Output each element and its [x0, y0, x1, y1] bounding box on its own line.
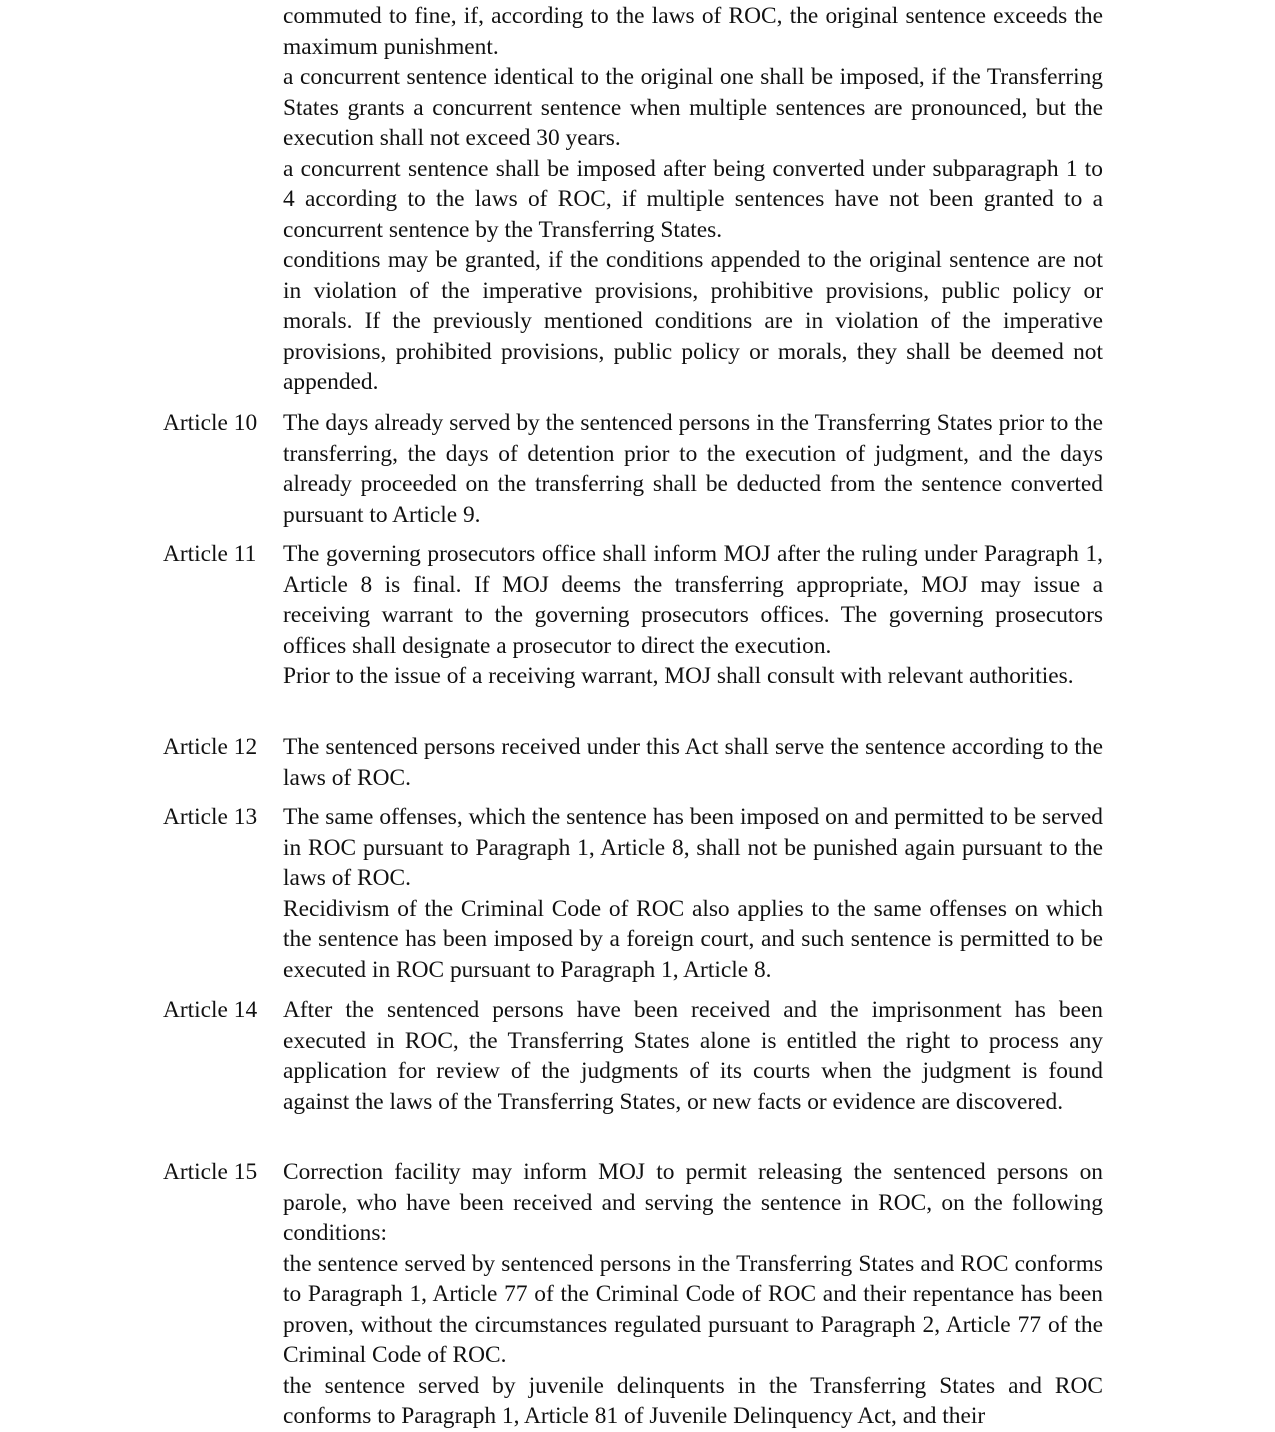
article-body [283, 732, 1103, 793]
paragraph: the sentence served by juvenile delinquents in the Transferring States and ROC conforms to Paragraph 1, Article 81 of Juvenile Delinquency Act, and their [283, 1372, 1103, 1429]
article-body [283, 802, 1103, 985]
article-label: Article 15 [163, 1159, 258, 1185]
paragraph: conditions may be granted, if the conditions appended to the original sentence are not in violation of the imperative provisions, prohibitive provisions, public policy or morals. If the previously mentioned conditions are in violation of the imperative provisions, prohibited provisions, public policy or morals, they shall be deemed not appended. [283, 247, 1103, 395]
paragraph: a concurrent sentence identical to the original one shall be imposed, if the Transferring States grants a concurrent sentence when multiple sentences are pronounced, but the execution shall not exceed 30 years. [283, 64, 1103, 151]
article-body [283, 408, 1103, 530]
paragraph: Correction facility may inform MOJ to permit releasing the sentenced persons on parole, who have been received and serving the sentence in ROC, on the following conditions: [283, 1159, 1103, 1246]
article-body [283, 1157, 1103, 1432]
intro-body [283, 1, 1103, 398]
paragraph: Recidivism of the Criminal Code of ROC also applies to the same offenses on which the sentence has been imposed by a foreign court, and such sentence is permitted to be executed in ROC pursuant to Paragraph 1, Article 8. [283, 895, 1103, 983]
paragraph: a concurrent sentence shall be imposed after being converted under subparagraph 1 to 4 according to the laws of ROC, if multiple sentences have not been granted to a concurrent sentence by the Transferring States. [283, 155, 1103, 243]
article-body [283, 539, 1103, 692]
paragraph: After the sentenced persons have been received and the imprisonment has been executed in ROC, the Transferring States alone is entitled the right to process any application for review of the judgments of its courts when the judgment is found against the laws of the Transferring States, or new facts or evidence are discovered. [283, 997, 1103, 1115]
article-label: Article 11 [163, 541, 257, 567]
paragraph: Prior to the issue of a receiving warrant, MOJ shall consult with relevant authorities. [283, 663, 1074, 689]
paragraph: The sentenced persons received under this Act shall serve the sentence according to the laws of ROC. [283, 734, 1103, 791]
article-label: Article 12 [163, 734, 258, 760]
paragraph: commuted to fine, if, according to the laws of ROC, the original sentence exceeds the maximum punishment. [283, 3, 1103, 60]
article-body [283, 995, 1103, 1117]
paragraph: The governing prosecutors office shall inform MOJ after the ruling under Paragraph 1, Article 8 is final. If MOJ deems the transferring appropriate, MOJ may issue a receiving warrant to the governing prosecutors offices. The governing prosecutors offices shall designate a prosecutor to direct the execution. [283, 541, 1103, 659]
article-label: Article 13 [163, 804, 258, 830]
article-label: Article 14 [163, 997, 258, 1023]
paragraph: The same offenses, which the sentence has been imposed on and permitted to be served in ROC pursuant to Paragraph 1, Article 8, shall not be punished again pursuant to the laws of ROC. [283, 804, 1103, 891]
paragraph: the sentence served by sentenced persons in the Transferring States and ROC conforms to Paragraph 1, Article 77 of the Criminal Code of ROC and their repentance has been proven, without the circumstances regulated pursuant to Paragraph 2, Article 77 of the Criminal Code of ROC. [283, 1250, 1103, 1368]
paragraph: The days already served by the sentenced persons in the Transferring States prior to the transferring, the days of detention prior to the execution of judgment, and the days already proceeded on the transferring shall be deducted from the sentence converted pursuant to Article 9. [283, 410, 1103, 528]
article-label: Article 10 [163, 410, 258, 436]
